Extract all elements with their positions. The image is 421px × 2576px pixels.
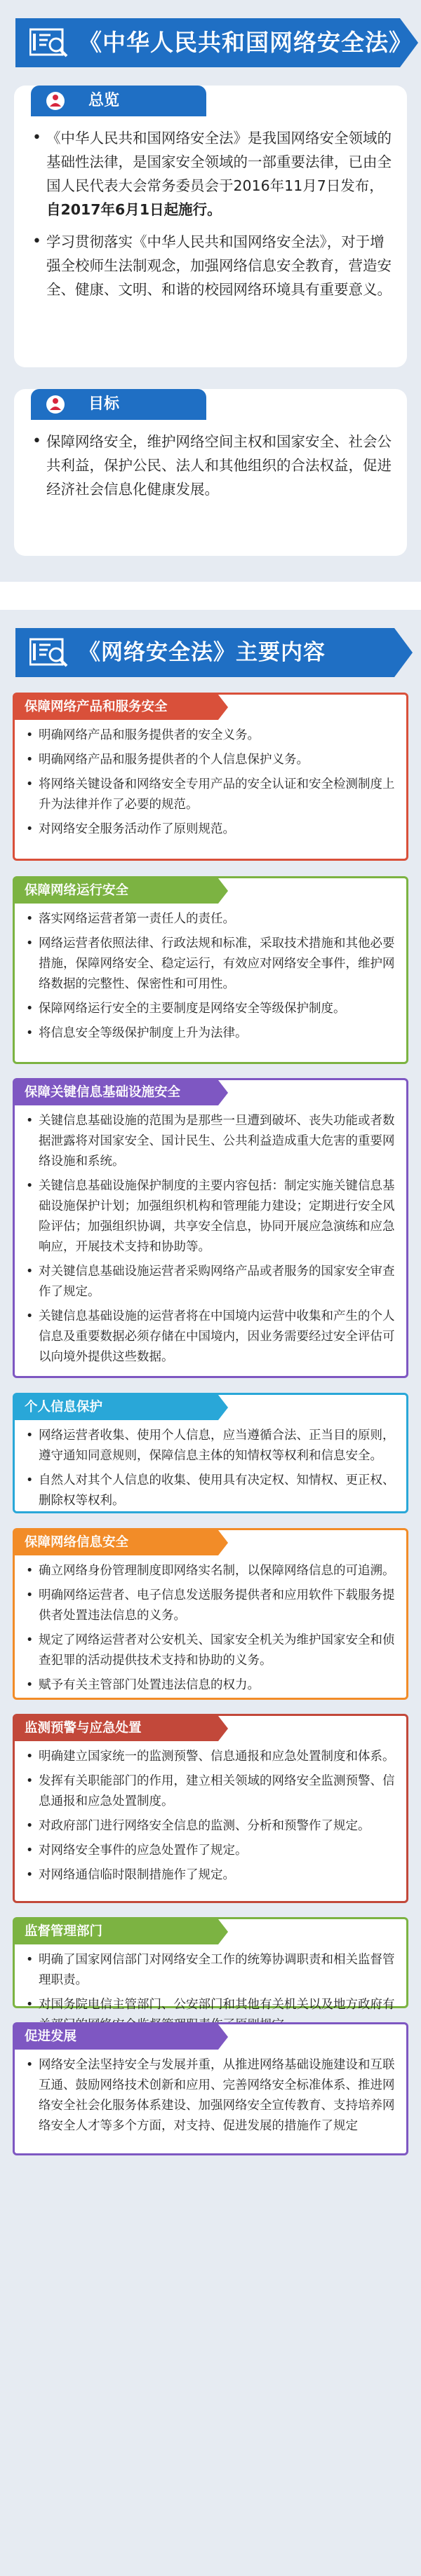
box-body: [15, 720, 406, 848]
box-header: [15, 1530, 406, 1555]
box-title: 监督管理部门: [15, 1919, 218, 1944]
list-item: • 网络安全法坚持安全与发展并重，从推进网络基础设施建设和互联互通、鼓励网络技术创新和应用、完善网络安全标准体系、推进网络安全社会化服务体系建设、加强网络安全宣传教育、支持培养网络安全人才等多个方面，对支持、促进发展的措施作了规定: [25, 2055, 396, 2137]
content-box: [13, 693, 408, 861]
box-body: [15, 2050, 406, 2145]
box-title: 保障关键信息基础设施安全: [15, 1080, 218, 1105]
box-header: [15, 1919, 406, 1944]
list-item: • 明确网络产品和服务提供者的安全义务。: [25, 725, 396, 746]
list-item: • 赋予有关主管部门处置违法信息的权力。: [25, 1675, 396, 1696]
list-item: • 网络运营者依照法律、行政法规和标准，采取技术措施和其他必要措施，保障网络安全、稳定运行，有效应对网络安全事件，维护网络数据的完整性、保密性和可用性。: [25, 934, 396, 995]
warning-person-icon: [45, 395, 66, 414]
list-item: • 《中华人民共和国网络安全法》是我国网络安全领域的基础性法律，是国家安全领域的一部重要法律，已由全国人民代表大会常务委员会于2016年11月7日发布，自2017年6月1日起施行。: [31, 126, 394, 222]
section-banner: [15, 628, 394, 677]
box-title: 促进发展: [15, 2024, 218, 2050]
box-header: [15, 695, 406, 720]
goal-card: [14, 389, 407, 556]
box-title-arrow: [218, 878, 228, 904]
content-box: [13, 1528, 408, 1700]
book-search-icon: [29, 636, 70, 669]
overview-card: [14, 86, 407, 367]
content-box: [13, 1078, 408, 1378]
box-title: 监测预警与应急处置: [15, 1716, 218, 1741]
box-title-arrow: [218, 1530, 228, 1555]
list-item: • 自然人对其个人信息的收集、使用具有决定权、知情权、更正权、删除权等权利。: [25, 1471, 396, 1511]
content-box: [13, 2022, 408, 2155]
list-item: • 对国务院电信主管部门、公安部门和其他有关机关以及地方政府有: [25, 1995, 396, 2036]
box-title: 个人信息保护: [15, 1395, 218, 1420]
box-title: 保障网络产品和服务安全: [15, 695, 218, 720]
goal-tab: [31, 389, 206, 420]
box-title: 保障网络信息安全: [15, 1530, 218, 1555]
box-header: [15, 1395, 406, 1420]
list-item: • 保障网络运行安全的主要制度是网络安全等级保护制度。: [25, 999, 396, 1019]
list-item: • 明确了国家网信部门对网络安全工作的统筹协调职责和相关监督管理职责。: [25, 1950, 396, 1991]
list-item: • 保障网络安全，维护网络空间主权和国家安全、社会公共利益，保护公民、法人和其他组织的合法权益，促进经济社会信息化健康发展。: [31, 430, 394, 501]
box-title-arrow: [218, 1919, 228, 1944]
list-item: • 对政府部门进行网络安全信息的监测、分析和预警作了规定。: [25, 1816, 396, 1836]
list-item: • 关键信息基础设施保护制度的主要内容包括：制定实施关键信息基础设施保护计划；加强组织机构和管理能力建设；定期进行安全风险评估；加强组织协调，共享安全信息，协同开展应急演练和应急响应，开展技术支持和协助等。: [25, 1176, 396, 1258]
list-item: • 明确建立国家统一的监测预警、信息通报和应急处置制度和体系。: [25, 1747, 396, 1767]
box-title-arrow: [218, 695, 228, 720]
list-item: • 发挥有关职能部门的作用，建立相关领域的网络安全监测预警、信息通报和应急处置制度。: [25, 1771, 396, 1812]
list-item: • 明确网络运营者、电子信息发送服务提供者和应用软件下载服务提供者处置违法信息的义务。: [25, 1586, 396, 1626]
list-item: • 对网络通信临时限制措施作了规定。: [25, 1865, 396, 1886]
section-title: 《网络安全法》主要内容: [79, 640, 326, 665]
content-box: [13, 1917, 408, 2012]
page-title: 《中华人民共和国网络安全法》: [79, 29, 413, 56]
list-item: • 落实网络运营者第一责任人的责任。: [25, 909, 396, 929]
box-header: [15, 1716, 406, 1741]
list-item: • 对网络安全事件的应急处置作了规定。: [25, 1841, 396, 1861]
list-item: • 网络运营者收集、使用个人信息，应当遵循合法、正当目的原则，遵守通知同意规则，保障信息主体的知情权等权利和信息安全。: [25, 1426, 396, 1466]
warning-person-icon: [45, 91, 66, 111]
box-body: [15, 904, 406, 1052]
list-item: • 关键信息基础设施的范围为是那些一旦遭到破坏、丧失功能或者数据泄露将对国家安全、国计民生、公共利益造成重大危害的重要网络设施和系统。: [25, 1111, 396, 1172]
list-item: • 确立网络身份管理制度即网络实名制，以保障网络信息的可追溯。: [25, 1561, 396, 1581]
box-title-arrow: [218, 1080, 228, 1105]
box-header: [15, 878, 406, 904]
box-body: [15, 1555, 406, 1704]
list-item: • 将信息安全等级保护制度上升为法律。: [25, 1023, 396, 1044]
content-box: [13, 1714, 408, 1903]
list-item: • 规定了网络运营者对公安机关、国家安全机关为维护国家安全和侦查犯罪的活动提供技术支持和协助的义务。: [25, 1630, 396, 1671]
list-item: • 关键信息基础设施的运营者将在中国境内运营中收集和产生的个人信息及重要数据必须存储在中国境内，因业务需要经过安全评估可以向境外提供这些数据。: [25, 1307, 396, 1368]
overview-body: [31, 126, 394, 310]
list-item: • 对网络安全服务活动作了原则规范。: [25, 819, 396, 840]
box-body: [15, 1420, 406, 1520]
law-overview-section: [0, 0, 421, 582]
main-content-section: [0, 610, 421, 2576]
content-box: [13, 1393, 408, 1513]
list-item: • 对关键信息基础设施运营者采购网络产品或者服务的国家安全审查作了规定。: [25, 1262, 396, 1302]
box-title-arrow: [218, 1395, 228, 1420]
overview-tab: [31, 86, 206, 116]
goal-label: 目标: [88, 395, 120, 413]
content-box: [13, 876, 408, 1064]
section-banner: [15, 18, 413, 67]
box-header: [15, 2024, 406, 2050]
list-item: • 将网络关键设备和网络安全专用产品的安全认证和安全检测制度上升为法律并作了必要的规范。: [25, 775, 396, 815]
list-item: • 明确网络产品和服务提供者的个人信息保护义务。: [25, 750, 396, 770]
box-body: [15, 1105, 406, 1376]
goal-body: [31, 430, 394, 510]
box-title: 保障网络运行安全: [15, 878, 218, 904]
book-search-icon: [29, 27, 70, 59]
box-header: [15, 1080, 406, 1105]
list-item: • 学习贯彻落实《中华人民共和国网络安全法》，对于增强全校师生法制观念，加强网络信息安全教育，营造安全、健康、文明、和谐的校园网络环境具有重要意义。: [31, 230, 394, 301]
overview-label: 总览: [88, 92, 120, 109]
box-body: [15, 1741, 406, 1894]
box-title-arrow: [218, 2024, 228, 2050]
box-title-arrow: [218, 1716, 228, 1741]
